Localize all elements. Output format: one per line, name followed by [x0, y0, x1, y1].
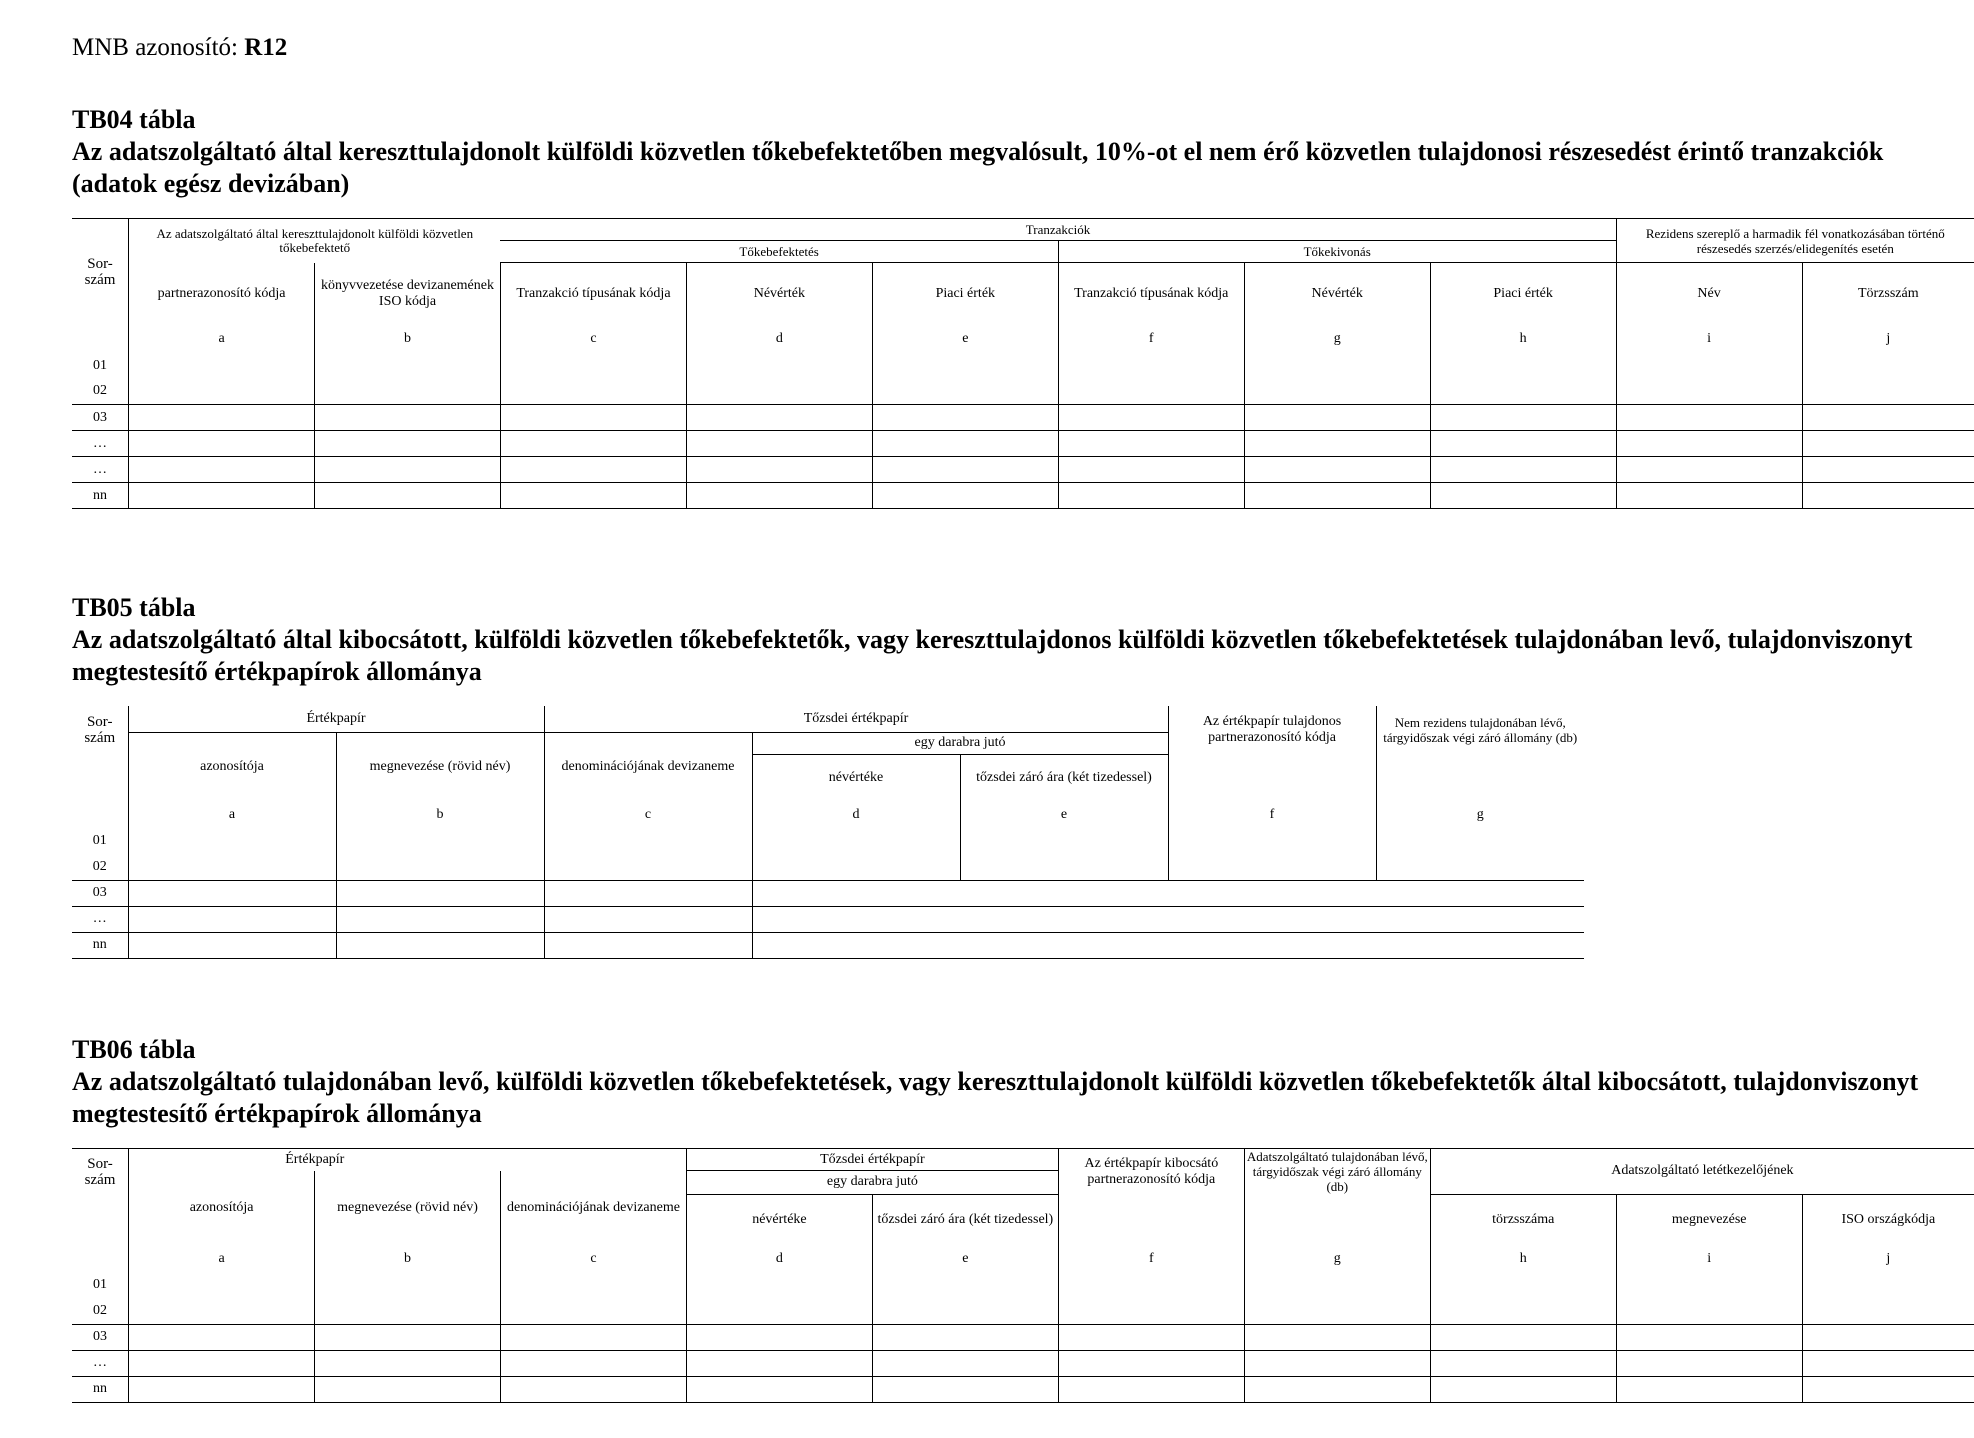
tb05-cell[interactable] [128, 828, 336, 854]
tb06-col-b-letter: b [315, 1246, 501, 1272]
tb06-cell[interactable] [1616, 1298, 1802, 1324]
tb06-cell[interactable] [1802, 1272, 1974, 1298]
tb05-cell[interactable] [1376, 828, 1584, 854]
tb04-cell[interactable] [315, 457, 501, 483]
tb04-cell[interactable] [1802, 483, 1974, 509]
tb04-cell[interactable] [315, 353, 501, 379]
tb06-cell[interactable] [1244, 1298, 1430, 1324]
tb04-col-f-letter: f [1058, 325, 1244, 353]
tb06-cell[interactable] [315, 1376, 501, 1402]
tb04-cell[interactable] [1802, 457, 1974, 483]
tb04-cell[interactable] [1802, 405, 1974, 431]
tb06-cell[interactable] [1616, 1324, 1802, 1350]
tb06-col-d-label: névértéke [686, 1194, 872, 1246]
tb06-cell[interactable] [686, 1324, 872, 1350]
tb05-row-number: nn [72, 932, 128, 958]
tb04-row-number: … [72, 457, 129, 483]
tb04-cell[interactable] [129, 457, 315, 483]
tb04-col-a-label: partnerazonosító kódja [129, 263, 315, 325]
tb06-cell[interactable] [501, 1376, 687, 1402]
tb04-cell[interactable] [129, 379, 315, 405]
tb04-subtitle: Az adatszolgáltató által kereszttulajdonolt külföldi közvetlen tőkebefektetőben megvalósult, 10%-ot el nem érő közvetlen tulajdonosi részesedést érintő tranzakciók (adatok egész devizában) [72, 137, 1884, 198]
tb06-cell[interactable] [872, 1272, 1058, 1298]
tb05-col-a-letter: a [128, 802, 336, 828]
tb05-col-f-letter: f [1168, 802, 1376, 828]
tb04-group-tranzakciok: Tranzakciók [500, 219, 1616, 241]
tb06-col-i-label: megnevezése [1616, 1194, 1802, 1246]
tb04-col-c-label: Tranzakció típusának kódja [500, 263, 686, 325]
tb04-col-b-letter: b [315, 325, 501, 353]
tb06-cell[interactable] [501, 1324, 687, 1350]
tb05-col-e-letter: e [960, 802, 1168, 828]
tb04-col-e-letter: e [872, 325, 1058, 353]
tb06-cell[interactable] [501, 1272, 687, 1298]
tb06-cell[interactable] [315, 1272, 501, 1298]
tb04-cell[interactable] [1616, 405, 1802, 431]
tb04-col-h-label: Piaci érték [1430, 263, 1616, 325]
tb05-group-ertekpapir: Értékpapír [128, 706, 544, 732]
tb06-cell[interactable] [686, 1376, 872, 1402]
tb04-letter-spacer [72, 325, 129, 353]
tb05-cell[interactable] [544, 828, 752, 854]
tb04-col-e-label: Piaci érték [872, 263, 1058, 325]
tb05-cell[interactable] [752, 854, 960, 880]
tb05-cell[interactable] [128, 906, 336, 932]
tb04-cell[interactable] [686, 483, 872, 509]
tb04-col-j-letter: j [1802, 325, 1974, 353]
tb04-cell[interactable] [1802, 379, 1974, 405]
tb05-row-number: … [72, 906, 128, 932]
tb05-col-d-label: névértéke [752, 754, 960, 802]
tb05-letter-spacer [72, 802, 128, 828]
tb04-cell[interactable] [1244, 431, 1430, 457]
tb04-col-c-letter: c [500, 325, 686, 353]
tb05-col-g-letter: g [1376, 802, 1584, 828]
tb06-col-j-letter: j [1802, 1246, 1974, 1272]
tb04-col-b-label: könyvvezetése devizanemének ISO kódja [315, 263, 501, 325]
tb06-cell[interactable] [872, 1376, 1058, 1402]
tb04-cell[interactable] [1244, 483, 1430, 509]
tb06-cell[interactable] [501, 1350, 687, 1376]
tb04-cell[interactable] [686, 405, 872, 431]
tb06-group-letet: Adatszolgáltató letétkezelőjének [1430, 1149, 1974, 1195]
tb05-cell[interactable] [960, 854, 1168, 880]
tb06-cell[interactable] [1430, 1272, 1616, 1298]
tb04-col-g-label: Névérték [1244, 263, 1430, 325]
tb06-cell[interactable] [1244, 1324, 1430, 1350]
tb06-row-number: … [72, 1350, 129, 1376]
tb04-cell[interactable] [500, 379, 686, 405]
tb06-cell[interactable] [129, 1298, 315, 1324]
tb05-sorszam-spacer [72, 754, 128, 802]
tb06-row-number: 01 [93, 1277, 108, 1292]
tb04-col-i-label: Név [1616, 263, 1802, 325]
tb06-title: TB06 tábla [72, 1035, 196, 1064]
tb06-group-gap [501, 1149, 687, 1171]
tb06-cell[interactable] [1616, 1376, 1802, 1402]
tb06-row-number: 02 [93, 1302, 108, 1318]
tb06-table [72, 1148, 1974, 1403]
tb04-cell[interactable] [1616, 431, 1802, 457]
tb05-col-f-spacer [1168, 754, 1376, 802]
tb04-cell[interactable] [1616, 457, 1802, 483]
tb04-cell[interactable] [872, 379, 1058, 405]
tb06-cell[interactable] [1430, 1298, 1616, 1324]
tb04-cell[interactable] [1430, 405, 1616, 431]
tb06-row-number: nn [72, 1376, 129, 1402]
tb06-cell[interactable] [315, 1324, 501, 1350]
tb04-cell[interactable] [1244, 405, 1430, 431]
tb06-cell[interactable] [1058, 1272, 1244, 1298]
tb04-cell[interactable] [1058, 353, 1244, 379]
tb06-col-e-letter: e [872, 1246, 1058, 1272]
tb04-cell[interactable] [500, 353, 686, 379]
tb04-cell[interactable] [1616, 353, 1802, 379]
tb04-col-g-letter: g [1244, 325, 1430, 353]
tb04-cell[interactable] [1244, 457, 1430, 483]
tb04-row-number: 02 [93, 383, 108, 399]
tb06-cell[interactable] [1802, 1350, 1974, 1376]
tb05-cell[interactable] [336, 828, 544, 854]
tb06-cell[interactable] [315, 1350, 501, 1376]
tb04-cell[interactable] [129, 405, 315, 431]
tb04-col-a-letter: a [129, 325, 315, 353]
tb06-col-b-label: megnevezése (rövid név) [315, 1171, 501, 1247]
tb06-cell[interactable] [1616, 1272, 1802, 1298]
tb05-cell-wide[interactable] [752, 906, 1584, 932]
tb04-cell[interactable] [1430, 431, 1616, 457]
tb05-cell[interactable] [336, 880, 544, 906]
tb06-cell[interactable] [1058, 1350, 1244, 1376]
tb06-cell[interactable] [872, 1324, 1058, 1350]
tb06-col-a-letter: a [129, 1246, 315, 1272]
tb04-row-number: 03 [72, 405, 129, 431]
tb06-cell[interactable] [686, 1298, 872, 1324]
tb05-cell[interactable] [544, 880, 752, 906]
tb06-cell[interactable] [129, 1272, 315, 1298]
tb05-col-b-letter: b [336, 802, 544, 828]
tb04-cell[interactable] [872, 353, 1058, 379]
tb06-col-h-letter: h [1430, 1246, 1616, 1272]
tb05-cell-wide[interactable] [752, 932, 1584, 958]
tb05-col-c-label: denominációjának devizaneme [544, 732, 752, 802]
tb05-cell[interactable] [1168, 828, 1376, 854]
tb04-cell[interactable] [1430, 457, 1616, 483]
tb05-col-e-label: tőzsdei záró ára (két tizedessel) [960, 754, 1168, 802]
tb05-cell[interactable] [128, 932, 336, 958]
tb06-cell[interactable] [686, 1350, 872, 1376]
tb06-col-j-label: ISO országkódja [1802, 1194, 1974, 1246]
tb04-cell[interactable] [129, 353, 315, 379]
tb04-cell[interactable] [686, 379, 872, 405]
tb04-col-h-letter: h [1430, 325, 1616, 353]
tb04-cell[interactable] [500, 457, 686, 483]
tb05-title: TB05 tábla [72, 593, 196, 622]
tb06-cell[interactable] [129, 1376, 315, 1402]
tb06-col-h-label: törzsszáma [1430, 1194, 1616, 1246]
tb06-group-egy: egy darabra jutó [686, 1171, 1058, 1195]
tb06-cell[interactable] [315, 1298, 501, 1324]
tb04-cell[interactable] [1058, 405, 1244, 431]
tb06-cell[interactable] [129, 1324, 315, 1350]
tb05-cell[interactable] [336, 854, 544, 880]
mnb-id-label: MNB azonosító: [72, 34, 238, 61]
tb04-cell[interactable] [1058, 483, 1244, 509]
tb05-cell[interactable] [960, 828, 1168, 854]
tb04-cell[interactable] [315, 379, 501, 405]
tb05-cell[interactable] [752, 828, 960, 854]
tb06-col-d-letter: d [686, 1246, 872, 1272]
tb04-col-j-label: Törzsszám [1802, 263, 1974, 325]
tb04-cell[interactable] [1616, 379, 1802, 405]
tb05-table [72, 706, 1584, 959]
tb06-cell[interactable] [686, 1272, 872, 1298]
tb04-group-rezidens: Rezidens szereplő a harmadik fél vonatkozásában történő részesedés szerzés/elidegenítés esetén [1616, 219, 1974, 263]
tb04-cell[interactable] [1058, 457, 1244, 483]
tb04-title: TB04 tábla [72, 105, 196, 134]
tb05-sorszam-header: Sor- szám [84, 714, 116, 746]
tb04-col-d-label: Névérték [686, 263, 872, 325]
tb06-col-a-label: azonosítója [129, 1171, 315, 1247]
tb04-cell[interactable] [1244, 353, 1430, 379]
tb04-cell[interactable] [1058, 431, 1244, 457]
tb06-cell[interactable] [501, 1298, 687, 1324]
tb04-cell[interactable] [1244, 379, 1430, 405]
tb05-group-egy: egy darabra jutó [752, 732, 1168, 754]
tb04-cell[interactable] [872, 405, 1058, 431]
tb05-cell[interactable] [544, 906, 752, 932]
tb04-cell[interactable] [686, 457, 872, 483]
tb04-cell[interactable] [500, 483, 686, 509]
tb04-cell[interactable] [686, 431, 872, 457]
tb04-cell[interactable] [1430, 483, 1616, 509]
tb04-cell[interactable] [129, 431, 315, 457]
tb06-group-tozsdei: Tőzsdei értékpapír [686, 1149, 1058, 1171]
tb04-group-partner: Az adatszolgáltató által kereszttulajdonolt külföldi közvetlen tőkebefektető [129, 219, 501, 263]
tb06-letter-spacer [72, 1246, 129, 1272]
tb04-cell[interactable] [872, 457, 1058, 483]
tb05-col-c-letter: c [544, 802, 752, 828]
tb06-col-c-label: denominációjának devizaneme [501, 1171, 687, 1247]
tb06-col-e-label: tőzsdei záró ára (két tizedessel) [872, 1194, 1058, 1246]
tb06-subtitle: Az adatszolgáltató tulajdonában levő, külföldi közvetlen tőkebefektetések, vagy kereszttulajdonolt külföldi közvetlen tőkebefektetők által kibocsátott, tulajdonviszonyt megtestesítő értékpapírok állománya [72, 1067, 1919, 1128]
tb05-cell[interactable] [128, 854, 336, 880]
tb06-cell[interactable] [1430, 1376, 1616, 1402]
tb05-row-number: 01 [92, 833, 107, 848]
tb05-col-f-label: Az értékpapír tulajdonos partnerazonosító kódja [1168, 706, 1376, 754]
tb05-row-number: 02 [92, 858, 107, 874]
tb04-cell[interactable] [500, 431, 686, 457]
tb06-col-i-letter: i [1616, 1246, 1802, 1272]
tb04-cell[interactable] [1616, 483, 1802, 509]
tb06-cell[interactable] [1802, 1298, 1974, 1324]
tb05-cell[interactable] [544, 854, 752, 880]
tb06-cell[interactable] [1244, 1376, 1430, 1402]
tb04-cell[interactable] [315, 483, 501, 509]
tb05-cell[interactable] [1168, 854, 1376, 880]
tb04-col-i-letter: i [1616, 325, 1802, 353]
tb06-cell[interactable] [1058, 1324, 1244, 1350]
tb04-cell[interactable] [872, 483, 1058, 509]
tb05-cell[interactable] [544, 932, 752, 958]
tb04-sorszam-header: Sor- szám [72, 219, 129, 325]
tb05-cell-wide[interactable] [752, 880, 1584, 906]
tb05-col-d-letter: d [752, 802, 960, 828]
tb06-cell[interactable] [1058, 1298, 1244, 1324]
tb06-col-g-letter: g [1244, 1246, 1430, 1272]
tb06-cell[interactable] [1430, 1350, 1616, 1376]
tb06-sorszam-header: Sor- szám [72, 1149, 129, 1195]
tb05-cell[interactable] [336, 932, 544, 958]
tb05-row-number: 03 [72, 880, 128, 906]
tb04-cell[interactable] [1802, 431, 1974, 457]
tb05-col-a-label: azonosítója [128, 732, 336, 802]
tb06-cell[interactable] [1430, 1324, 1616, 1350]
tb04-col-f-label: Tranzakció típusának kódja [1058, 263, 1244, 325]
tb05-col-g-spacer [1376, 754, 1584, 802]
tb06-col-g-spacer [1244, 1194, 1430, 1246]
tb04-cell[interactable] [686, 353, 872, 379]
tb06-col-f-letter: f [1058, 1246, 1244, 1272]
tb04-cell[interactable] [872, 431, 1058, 457]
mnb-id-line [72, 34, 287, 62]
tb04-group-tokekivonas: Tőkekivonás [1058, 241, 1616, 263]
tb04-row-number: … [72, 431, 129, 457]
tb05-cell[interactable] [128, 880, 336, 906]
tb05-cell[interactable] [1376, 854, 1584, 880]
tb04-row-number: 01 [93, 357, 108, 373]
tb06-col-f-label: Az értékpapír kibocsátó partnerazonosító kódja [1058, 1149, 1244, 1195]
tb06-cell[interactable] [1244, 1272, 1430, 1298]
tb04-cell[interactable] [129, 483, 315, 509]
tb04-cell[interactable] [315, 405, 501, 431]
tb06-cell[interactable] [872, 1350, 1058, 1376]
tb05-subtitle: Az adatszolgáltató által kibocsátott, külföldi közvetlen tőkebefektetők, vagy kereszttulajdonos külföldi közvetlen tőkebefektetések tulajdonában levő, tulajdonviszonyt megtestesítő értékpapírok állománya [72, 625, 1913, 686]
tb06-col-g-label: Adatszolgáltató tulajdonában lévő, tárgyidőszak végi záró állomány (db) [1244, 1149, 1430, 1195]
tb06-cell[interactable] [129, 1350, 315, 1376]
tb06-group-ertekpapir: Értékpapír [129, 1149, 501, 1171]
tb04-table [72, 218, 1974, 509]
tb06-cell[interactable] [872, 1298, 1058, 1324]
tb04-cell[interactable] [500, 405, 686, 431]
tb04-cell[interactable] [1802, 353, 1974, 379]
tb06-cell[interactable] [1244, 1350, 1430, 1376]
tb05-cell[interactable] [336, 906, 544, 932]
tb04-cell[interactable] [1058, 379, 1244, 405]
tb05-col-g-label: Nem rezidens tulajdonában lévő, tárgyidőszak végi záró állomány (db) [1376, 706, 1584, 754]
tb06-row-number: 03 [72, 1324, 129, 1350]
tb04-cell[interactable] [315, 431, 501, 457]
tb06-sorszam-spacer [72, 1194, 129, 1246]
tb06-cell[interactable] [1802, 1324, 1974, 1350]
tb04-cell[interactable] [1430, 353, 1616, 379]
tb04-row-number: nn [72, 483, 129, 509]
tb04-cell[interactable] [1430, 379, 1616, 405]
tb06-cell[interactable] [1616, 1350, 1802, 1376]
tb06-col-c-letter: c [501, 1246, 687, 1272]
tb06-cell[interactable] [1058, 1376, 1244, 1402]
tb04-col-d-letter: d [686, 325, 872, 353]
tb05-group-tozsdei: Tőzsdei értékpapír [544, 706, 1168, 732]
mnb-id-code: R12 [244, 34, 288, 61]
tb06-col-f-spacer [1058, 1194, 1244, 1246]
tb05-col-b-label: megnevezése (rövid név) [336, 732, 544, 802]
tb04-group-tokebefektetes: Tőkebefektetés [500, 241, 1058, 263]
tb06-cell[interactable] [1802, 1376, 1974, 1402]
